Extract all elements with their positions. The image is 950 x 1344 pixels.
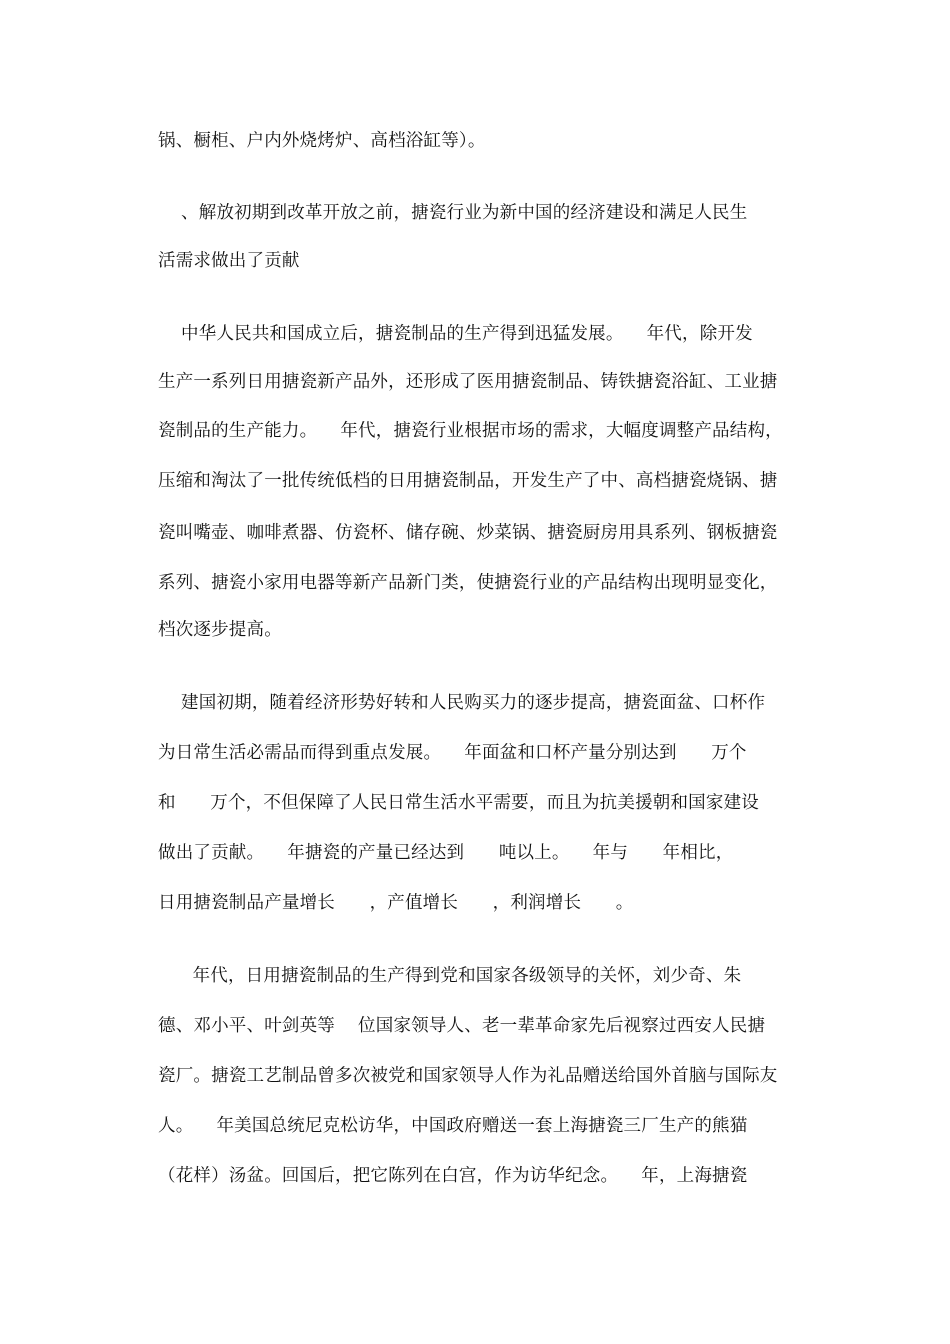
text-line: 瓷叫嘴壶、咖啡煮器、仿瓷杯、储存碗、炒菜锅、搪瓷厨房用具系列、钢板搪瓷: [158, 523, 778, 543]
text-line: 德、邓小平、叶剑英等 位国家领导人、老一辈革命家先后视察过西安人民搪: [158, 1016, 766, 1036]
text-line: 日用搪瓷制品产量增长 ，产值增长 ，利润增长 。: [158, 893, 634, 913]
text-line: 瓷制品的生产能力。 年代，搪瓷行业根据市场的需求，大幅度调整产品结构，: [158, 421, 783, 441]
text-line: 锅、橱柜、户内外烧烤炉、高档浴缸等）。: [158, 131, 486, 151]
text-line: 年代，日用搪瓷制品的生产得到党和国家各级领导的关怀，刘少奇、朱: [158, 966, 742, 986]
text-line: 和 万个，不但保障了人民日常生活水平需要，而且为抗美援朝和国家建设: [158, 793, 759, 813]
text-line: （花样）汤盆。回国后，把它陈列在白宫，作为访华纪念。 年，上海搪瓷: [158, 1166, 748, 1186]
text-line: 中华人民共和国成立后，搪瓷制品的生产得到迅猛发展。 年代，除开发: [158, 324, 753, 344]
text-line: 档次逐步提高。: [158, 620, 282, 640]
text-line: 做出了贡献。 年搪瓷的产量已经达到 吨以上。 年与 年相比，: [158, 843, 734, 863]
text-line: 建国初期，随着经济形势好转和人民购买力的逐步提高，搪瓷面盆、口杯作: [158, 693, 766, 713]
text-line: 压缩和淘汰了一批传统低档的日用搪瓷制品，开发生产了中、高档搪瓷烧锅、搪: [158, 471, 778, 491]
text-line: 人。 年美国总统尼克松访华，中国政府赠送一套上海搪瓷三厂生产的熊猫: [158, 1116, 748, 1136]
section-heading-line: 、解放初期到改革开放之前，搪瓷行业为新中国的经济建设和满足人民生: [158, 203, 748, 223]
text-line: 瓷厂。搪瓷工艺制品曾多次被党和国家领导人作为礼品赠送给国外首脑与国际友: [158, 1066, 778, 1086]
section-heading-line: 活需求做出了贡献: [158, 251, 300, 271]
text-line: 生产一系列日用搪瓷新产品外，还形成了医用搪瓷制品、铸铁搪瓷浴缸、工业搪: [158, 372, 778, 392]
text-line: 系列、搪瓷小家用电器等新产品新门类，使搪瓷行业的产品结构出现明显变化，: [158, 573, 778, 593]
text-line: 为日常生活必需品而得到重点发展。 年面盆和口杯产量分别达到 万个: [158, 743, 747, 763]
